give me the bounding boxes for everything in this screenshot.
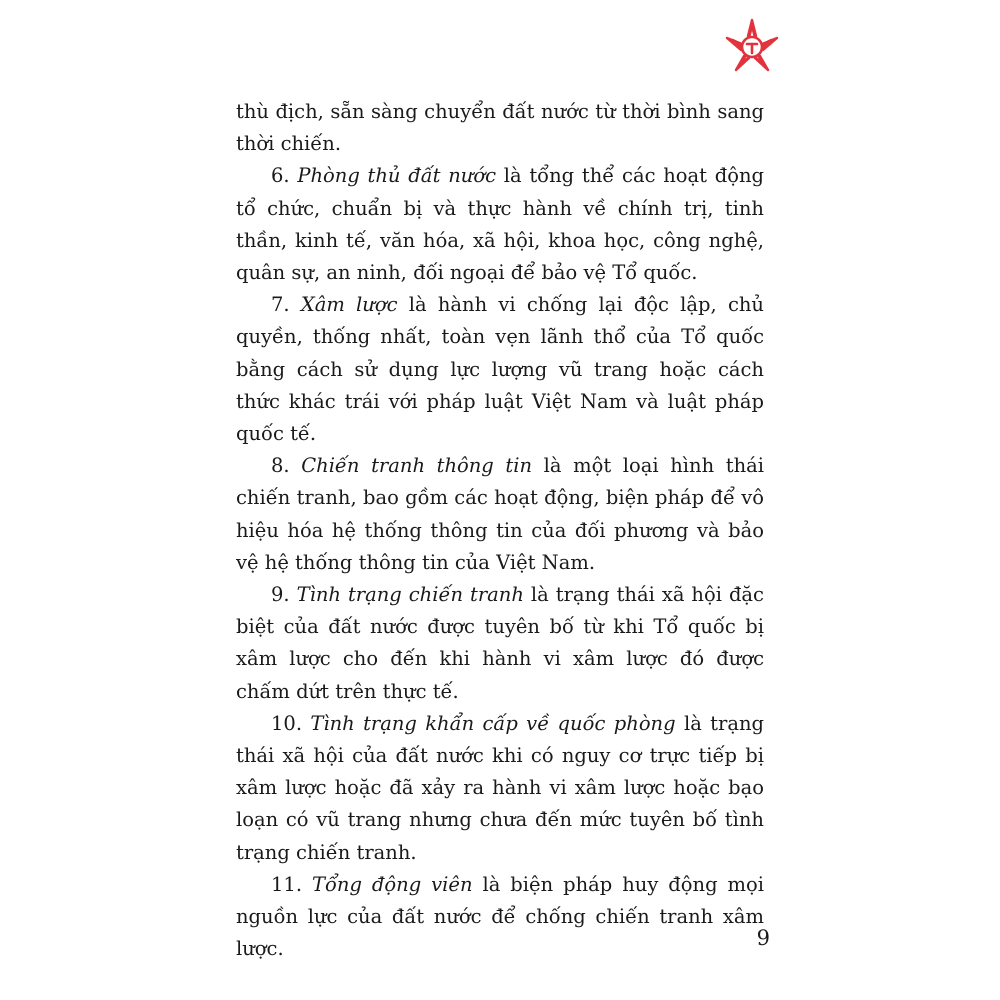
definition-term: Chiến tranh thông tin [301, 454, 533, 478]
definition-number: 6. [271, 164, 298, 188]
publisher-star-logo-icon [722, 16, 782, 76]
definition-text: là một loại hình thái chiến tranh, bao gồm các hoạt động, biện pháp để vô hiệu hóa hệ thống thông tin của đối phương và bảo vệ hệ thống thông tin của Việt Nam. [236, 454, 765, 574]
definition-term: Xâm lược [300, 293, 398, 317]
definition-term: Tình trạng khẩn cấp về quốc phòng [310, 711, 676, 735]
definition-number: 11. [271, 872, 312, 896]
definition-text: là hành vi chống lại độc lập, chủ quyền, thống nhất, toàn vẹn lãnh thổ của Tổ quốc bằng cách sử dụng lực lượng vũ trang hoặc cách thức khác trái với pháp luật Việt Nam và luật pháp quốc tế. [236, 293, 764, 446]
definition-paragraph-9 [236, 579, 764, 708]
definition-paragraph-11 [236, 869, 764, 966]
definition-text: là biện pháp huy động mọi nguồn lực của đất nước để chống chiến tranh xâm lược. [236, 872, 764, 961]
paragraph-continuation [236, 96, 764, 160]
definition-term: Tình trạng chiến tranh [296, 583, 524, 607]
definition-number: 8. [271, 454, 302, 478]
definition-text: là tổng thể các hoạt động tổ chức, chuẩn bị và thực hành về chính trị, tinh thần, kinh tế, văn hóa, xã hội, khoa học, công nghệ, quân sự, an ninh, đối ngoại để bảo vệ Tổ quốc. [236, 164, 764, 285]
definition-number: 7. [271, 293, 301, 317]
definition-paragraph-10 [236, 708, 764, 869]
definition-text: là trạng thái xã hội của đất nước khi có nguy cơ trực tiếp bị xâm lược hoặc đã xảy ra hành vi xâm lược hoặc bạo loạn có vũ trang nhưng chưa đến mức tuyên bố tình trạng chiến tranh. [236, 711, 764, 864]
definition-text: là trạng thái xã hội đặc biệt của đất nước được tuyên bố từ khi Tổ quốc bị xâm lược cho đến khi hành vi xâm lược đó được chấm dứt trên thực tế. [236, 583, 764, 703]
definition-number: 10. [271, 711, 311, 735]
definition-paragraph-6 [236, 160, 764, 289]
definition-paragraph-7 [236, 289, 764, 450]
definition-term: Tổng động viên [311, 872, 473, 896]
paragraph-text: thù địch, sẵn sàng chuyển đất nước từ thời bình sang thời chiến. [236, 100, 764, 156]
article-body [236, 96, 764, 965]
definition-paragraph-8 [236, 450, 764, 579]
definition-term: Phòng thủ đất nước [297, 164, 497, 188]
definition-number: 9. [271, 583, 297, 607]
page-number: 9 [756, 926, 770, 950]
